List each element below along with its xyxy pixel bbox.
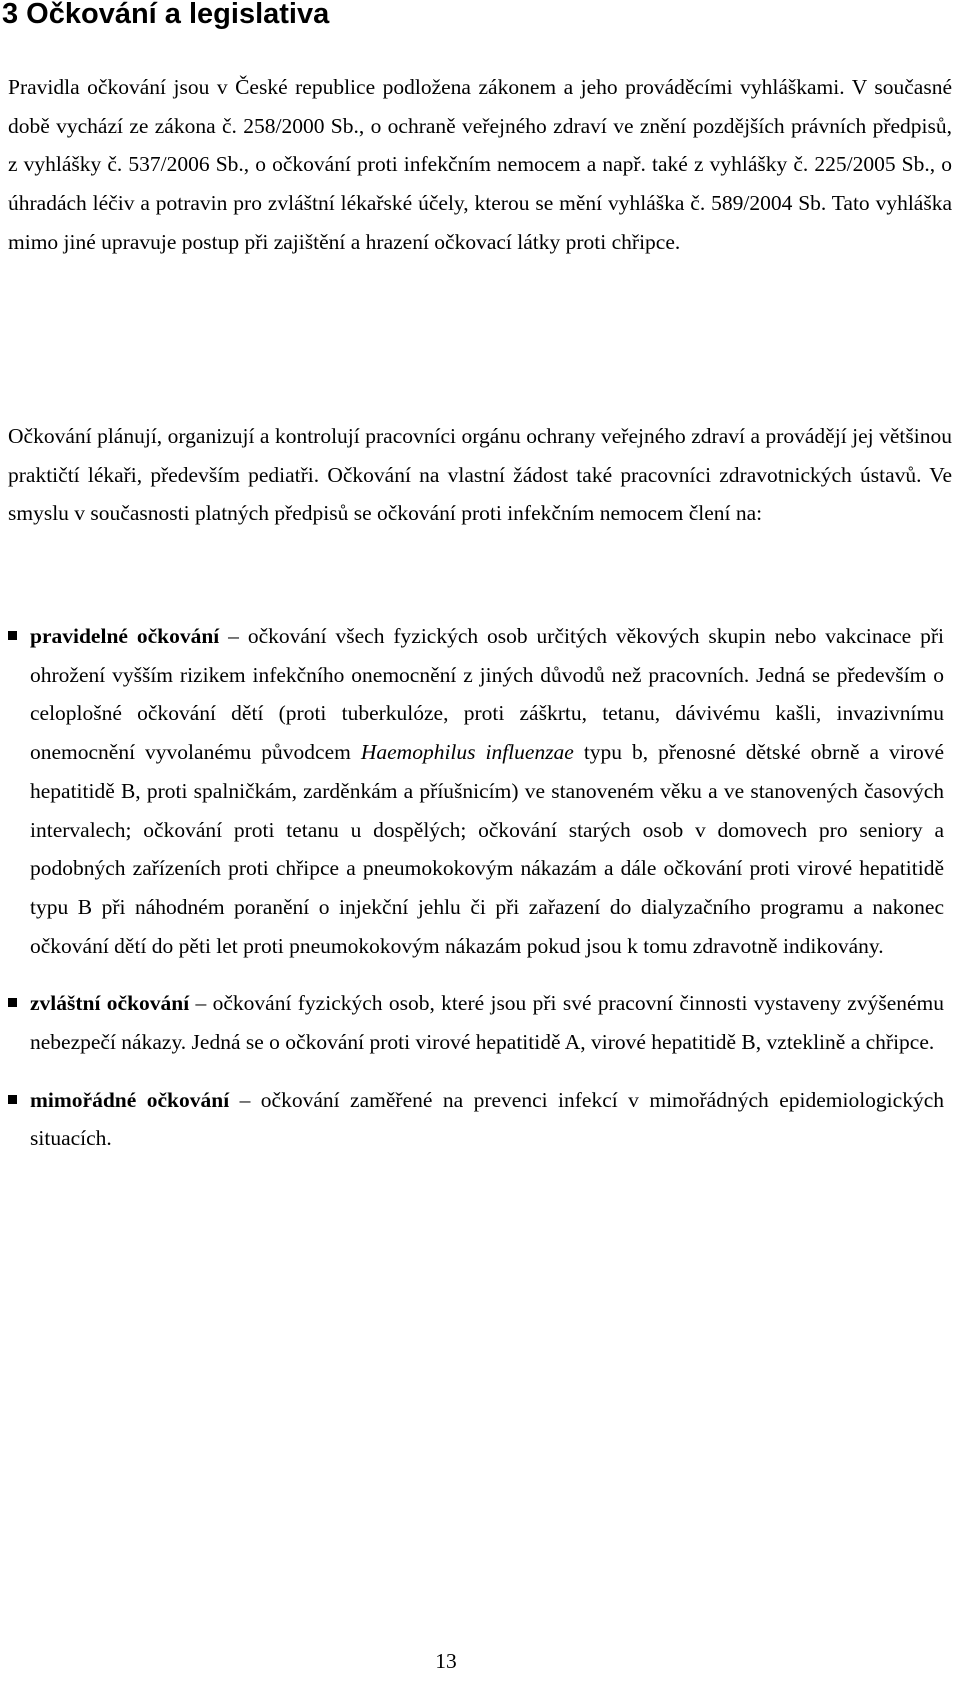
list-item-extraordinary-vaccination	[0, 1081, 944, 1158]
term-special-vaccination: zvláštní očkování	[30, 991, 190, 1016]
section-heading: 3 Očkování a legislativa	[2, 0, 330, 30]
special-vaccination-text: – očkování fyzických osob, které jsou při své pracovní činnosti vystaveny zvýšenému nebezpečí nákazy. Jedná se o očkování proti virové hepatitidě A, virové hepatitidě B, vzteklině a chřipce.	[30, 991, 944, 1055]
list-item-regular-vaccination	[0, 617, 944, 965]
species-name: Haemophilus influenzae	[360, 740, 574, 765]
term-regular-vaccination: pravidelné očkování	[30, 624, 220, 648]
list-item-special-vaccination	[0, 984, 944, 1061]
square-bullet-icon	[8, 631, 17, 640]
term-extraordinary-vaccination: mimořádné očkování	[30, 1087, 230, 1112]
regular-vaccination-text-continued: typu b, přenosné dětské obrně a virové hepatitidě B, proti spalničkám, zarděnkám a příušnicím) ve stanoveném věku a ve stanovených časových intervalech; očkování proti tetanu u dospělých; očkování starých osob v domovech pro seniory a podobných zařízeních proti chřipce a pneumokokovým nákazám a dále očkování proti virové hepatitidě typu B při náhodném poranění o injekční jehlu či při zařazení do dialyzačního programu a nakonec očkování dětí do pěti let proti pneumokokovým nákazám pokud jsou k tomu zdravotně indikovány.	[30, 740, 944, 958]
square-bullet-icon	[8, 1095, 17, 1104]
square-bullet-icon	[8, 998, 17, 1007]
organization-paragraph: Očkování plánují, organizují a kontrolují pracovníci orgánu ochrany veřejného zdraví a provádějí jej většinou praktičtí lékaři, především pediatři. Očkování na vlastní žádost také pracovníci zdravotnických ústavů. Ve smyslu v současnosti platných předpisů se očkování proti infekčním nemocem člení na:	[8, 424, 952, 526]
regular-vaccination-text: – očkování všech fyzických osob určitých věkových skupin nebo vakcinace při ohrožení vyšším rizikem infekčního onemocnění z jiných důvodů než pracovních. Jedná se především o celoplošné očkování dětí (proti tuberkulóze, proti záškrtu, tetanu, dávivému kašli, invazivnímu onemocnění vyvolanému původcem	[30, 624, 944, 765]
vaccination-types-list	[0, 617, 960, 1158]
extraordinary-vaccination-text: – očkování zaměřené na prevenci infekcí v mimořádných epidemiologických situacích.	[30, 1087, 944, 1151]
intro-paragraph: Pravidla očkování jsou v České republice podložena zákonem a jeho prováděcími vyhláškami. V současné době vychází ze zákona č. 258/2000 Sb., o ochraně veřejného zdraví ve znění pozdějších právních předpisů, z vyhlášky č. 537/2006 Sb., o očkování proti infekčním nemocem a např. také z vyhlášky č. 225/2005 Sb., o úhradách léčiv a potravin pro zvláštní lékařské účely, kterou se mění vyhláška č. 589/2004 Sb. Tato vyhláška mimo jiné upravuje postup při zajištění a hrazení očkovací látky proti chřipce.	[8, 75, 952, 254]
page-number: 13	[435, 1649, 457, 1673]
